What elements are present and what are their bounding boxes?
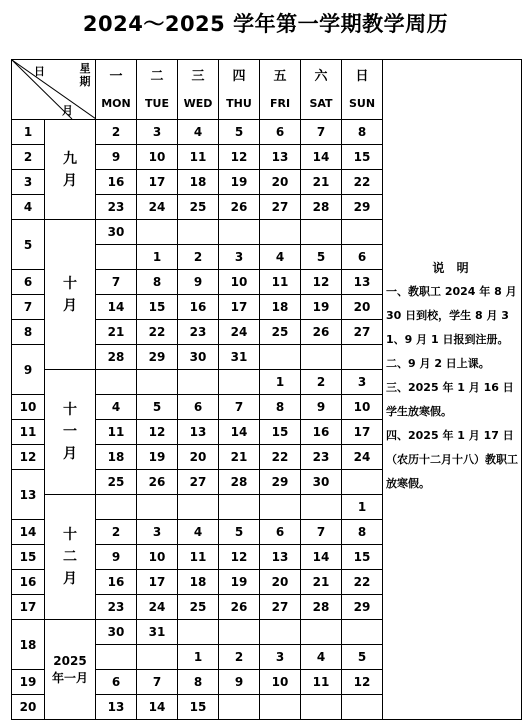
day-cell: 13	[260, 145, 301, 170]
day-cell	[96, 495, 137, 520]
day-cell: 12	[219, 545, 260, 570]
day-cell: 22	[342, 570, 383, 595]
month-text: 十一月	[63, 402, 77, 462]
day-cell	[260, 220, 301, 245]
weekday-en: WED	[183, 96, 213, 110]
day-cell: 13	[260, 545, 301, 570]
day-cell	[260, 620, 301, 645]
day-cell: 3	[137, 520, 178, 545]
day-cell	[260, 345, 301, 370]
note-item: 一、教职工 2024 年 8 月 30 日到校，学生 8 月 31、9 月 1 日报到注册。	[386, 285, 517, 346]
weekday-zh: 三	[191, 68, 205, 84]
day-cell: 18	[260, 295, 301, 320]
day-cell: 4	[178, 120, 219, 145]
day-cell: 25	[178, 595, 219, 620]
day-cell: 6	[178, 395, 219, 420]
day-cell	[301, 495, 342, 520]
day-cell: 20	[260, 170, 301, 195]
day-cell: 18	[178, 570, 219, 595]
day-cell: 2	[301, 370, 342, 395]
day-cell: 22	[342, 170, 383, 195]
day-cell: 7	[301, 520, 342, 545]
day-cell: 12	[219, 145, 260, 170]
week-number: 3	[12, 170, 45, 195]
day-cell	[219, 370, 260, 395]
day-cell: 19	[219, 570, 260, 595]
day-cell: 18	[96, 445, 137, 470]
day-cell: 29	[137, 345, 178, 370]
day-cell	[260, 495, 301, 520]
notes-panel	[383, 60, 522, 720]
month-text: 九月	[63, 150, 77, 189]
day-cell: 25	[96, 470, 137, 495]
day-cell: 17	[342, 420, 383, 445]
day-cell: 9	[219, 670, 260, 695]
day-cell: 9	[96, 145, 137, 170]
day-cell: 9	[96, 545, 137, 570]
weekday-en: MON	[101, 96, 131, 110]
day-cell: 23	[96, 595, 137, 620]
day-cell: 16	[301, 420, 342, 445]
month-label	[45, 370, 96, 495]
day-cell: 30	[96, 620, 137, 645]
day-cell	[342, 220, 383, 245]
weekday-header	[301, 60, 342, 120]
day-cell	[178, 220, 219, 245]
week-number: 18	[12, 620, 45, 670]
week-number: 15	[12, 545, 45, 570]
week-number: 14	[12, 520, 45, 545]
weekday-zh: 一	[109, 68, 123, 84]
day-cell: 13	[178, 420, 219, 445]
day-cell: 20	[260, 570, 301, 595]
day-cell: 8	[137, 270, 178, 295]
day-cell: 20	[342, 295, 383, 320]
day-cell: 27	[260, 195, 301, 220]
note-item: 二、9 月 2 日上课。	[386, 357, 490, 370]
weekday-en: THU	[226, 96, 252, 110]
day-cell: 5	[219, 520, 260, 545]
month-label	[45, 120, 96, 220]
corner-label-yue: 月	[62, 104, 73, 117]
day-cell: 23	[96, 195, 137, 220]
day-cell: 8	[342, 120, 383, 145]
day-cell: 28	[96, 345, 137, 370]
day-cell: 8	[178, 670, 219, 695]
day-cell: 7	[96, 270, 137, 295]
week-number: 8	[12, 320, 45, 345]
day-cell: 13	[342, 270, 383, 295]
day-cell: 14	[301, 145, 342, 170]
day-cell: 19	[219, 170, 260, 195]
day-cell: 9	[178, 270, 219, 295]
weekday-en: FRI	[269, 96, 291, 110]
day-cell: 14	[96, 295, 137, 320]
weekday-header	[96, 60, 137, 120]
month-text: 十月	[63, 275, 77, 314]
day-cell	[96, 645, 137, 670]
day-cell: 16	[96, 570, 137, 595]
week-number: 16	[12, 570, 45, 595]
day-cell: 18	[178, 170, 219, 195]
weekday-header	[137, 60, 178, 120]
day-cell: 30	[178, 345, 219, 370]
day-cell: 21	[301, 570, 342, 595]
day-cell: 22	[260, 445, 301, 470]
day-cell: 30	[301, 470, 342, 495]
day-cell: 12	[301, 270, 342, 295]
weekday-header	[178, 60, 219, 120]
day-cell: 11	[178, 145, 219, 170]
week-number: 6	[12, 270, 45, 295]
day-cell	[96, 370, 137, 395]
day-cell: 28	[301, 195, 342, 220]
day-cell	[137, 370, 178, 395]
day-cell: 11	[96, 420, 137, 445]
day-cell: 23	[301, 445, 342, 470]
month-text: 十二月	[63, 527, 77, 587]
day-cell: 17	[137, 570, 178, 595]
day-cell: 25	[260, 320, 301, 345]
weekday-en: SAT	[309, 96, 333, 110]
day-cell: 21	[96, 320, 137, 345]
day-cell: 24	[219, 320, 260, 345]
day-cell: 2	[96, 120, 137, 145]
day-cell: 28	[219, 470, 260, 495]
note-item: 三、2025 年 1 月 16 日学生放寒假。	[386, 381, 514, 418]
day-cell: 15	[178, 695, 219, 720]
week-number: 9	[12, 345, 45, 395]
notes-title: 说 明	[432, 261, 473, 275]
header-corner	[12, 60, 96, 120]
day-cell: 15	[137, 295, 178, 320]
day-cell: 10	[137, 545, 178, 570]
day-cell: 24	[342, 445, 383, 470]
week-number: 12	[12, 445, 45, 470]
day-cell: 10	[137, 145, 178, 170]
day-cell: 10	[260, 670, 301, 695]
day-cell	[96, 245, 137, 270]
day-cell: 27	[260, 595, 301, 620]
week-number: 5	[12, 220, 45, 270]
day-cell: 12	[342, 670, 383, 695]
page-title: 2024～2025 学年第一学期教学周历	[82, 12, 449, 36]
day-cell: 4	[260, 245, 301, 270]
week-number: 19	[12, 670, 45, 695]
day-cell	[178, 495, 219, 520]
day-cell	[301, 620, 342, 645]
day-cell: 8	[342, 520, 383, 545]
weekday-en: SUN	[348, 96, 376, 110]
day-cell: 10	[342, 395, 383, 420]
day-cell	[342, 620, 383, 645]
day-cell	[137, 220, 178, 245]
day-cell: 2	[96, 520, 137, 545]
day-cell	[178, 620, 219, 645]
day-cell: 6	[260, 520, 301, 545]
day-cell: 6	[96, 670, 137, 695]
day-cell	[219, 495, 260, 520]
day-cell	[219, 620, 260, 645]
day-cell: 1	[178, 645, 219, 670]
day-cell	[342, 470, 383, 495]
month-label	[45, 495, 96, 620]
weekday-zh: 四	[232, 68, 246, 84]
week-number: 17	[12, 595, 45, 620]
day-cell: 26	[219, 595, 260, 620]
day-cell: 20	[178, 445, 219, 470]
day-cell: 15	[342, 545, 383, 570]
day-cell: 4	[96, 395, 137, 420]
day-cell: 31	[137, 620, 178, 645]
day-cell: 14	[301, 545, 342, 570]
day-cell: 8	[260, 395, 301, 420]
day-cell: 28	[301, 595, 342, 620]
weekday-zh: 二	[150, 68, 164, 84]
day-cell: 11	[260, 270, 301, 295]
day-cell: 24	[137, 595, 178, 620]
day-cell: 11	[178, 545, 219, 570]
day-cell	[301, 345, 342, 370]
day-cell: 31	[219, 345, 260, 370]
day-cell: 16	[178, 295, 219, 320]
week-number: 10	[12, 395, 45, 420]
corner-label-xingqi: 星期	[79, 62, 91, 88]
month-text: 2025 年一月	[51, 653, 88, 685]
day-cell: 7	[301, 120, 342, 145]
day-cell: 21	[219, 445, 260, 470]
day-cell	[219, 220, 260, 245]
day-cell: 4	[178, 520, 219, 545]
day-cell	[137, 495, 178, 520]
day-cell: 22	[137, 320, 178, 345]
day-cell: 10	[219, 270, 260, 295]
day-cell: 2	[178, 245, 219, 270]
month-label	[45, 620, 96, 720]
day-cell: 1	[342, 495, 383, 520]
day-cell: 4	[301, 645, 342, 670]
day-cell	[137, 645, 178, 670]
week-number: 4	[12, 195, 45, 220]
day-cell: 5	[342, 645, 383, 670]
weekday-zh: 六	[314, 68, 328, 84]
day-cell: 7	[137, 670, 178, 695]
week-number: 1	[12, 120, 45, 145]
day-cell: 1	[260, 370, 301, 395]
day-cell: 2	[219, 645, 260, 670]
day-cell: 19	[137, 445, 178, 470]
day-cell: 6	[260, 120, 301, 145]
day-cell: 3	[342, 370, 383, 395]
calendar-body	[12, 60, 522, 720]
day-cell: 7	[219, 395, 260, 420]
day-cell: 24	[137, 195, 178, 220]
day-cell: 27	[178, 470, 219, 495]
day-cell: 1	[137, 245, 178, 270]
week-number: 7	[12, 295, 45, 320]
day-cell: 14	[219, 420, 260, 445]
day-cell: 15	[260, 420, 301, 445]
day-cell: 5	[137, 395, 178, 420]
day-cell: 15	[342, 145, 383, 170]
day-cell: 19	[301, 295, 342, 320]
weekday-zh: 五	[273, 68, 287, 84]
day-cell: 27	[342, 320, 383, 345]
week-number: 13	[12, 470, 45, 520]
calendar-table	[11, 59, 522, 720]
day-cell: 3	[260, 645, 301, 670]
header-row	[12, 60, 522, 120]
day-cell: 6	[342, 245, 383, 270]
day-cell: 5	[219, 120, 260, 145]
day-cell: 29	[342, 595, 383, 620]
day-cell: 3	[219, 245, 260, 270]
day-cell: 21	[301, 170, 342, 195]
day-cell: 26	[137, 470, 178, 495]
day-cell: 26	[219, 195, 260, 220]
day-cell	[178, 370, 219, 395]
day-cell: 3	[137, 120, 178, 145]
day-cell: 11	[301, 670, 342, 695]
day-cell: 23	[178, 320, 219, 345]
corner-label-ri: 日	[34, 65, 45, 78]
day-cell: 17	[137, 170, 178, 195]
month-label	[45, 220, 96, 370]
day-cell: 5	[301, 245, 342, 270]
day-cell: 14	[137, 695, 178, 720]
week-number: 2	[12, 145, 45, 170]
day-cell: 30	[96, 220, 137, 245]
day-cell: 29	[260, 470, 301, 495]
day-cell: 29	[342, 195, 383, 220]
day-cell: 17	[219, 295, 260, 320]
note-item: 四、2025 年 1 月 17 日（农历十二月十八）教职工放寒假。	[386, 429, 518, 490]
week-number: 20	[12, 695, 45, 720]
day-cell: 26	[301, 320, 342, 345]
weekday-header	[219, 60, 260, 120]
day-cell: 12	[137, 420, 178, 445]
weekday-zh: 日	[355, 68, 369, 84]
weekday-header	[260, 60, 301, 120]
weekday-header	[342, 60, 383, 120]
day-cell: 13	[96, 695, 137, 720]
weekday-en: TUE	[145, 96, 169, 110]
day-cell	[301, 220, 342, 245]
day-cell: 9	[301, 395, 342, 420]
week-number: 11	[12, 420, 45, 445]
day-cell: 16	[96, 170, 137, 195]
day-cell	[342, 345, 383, 370]
day-cell: 25	[178, 195, 219, 220]
